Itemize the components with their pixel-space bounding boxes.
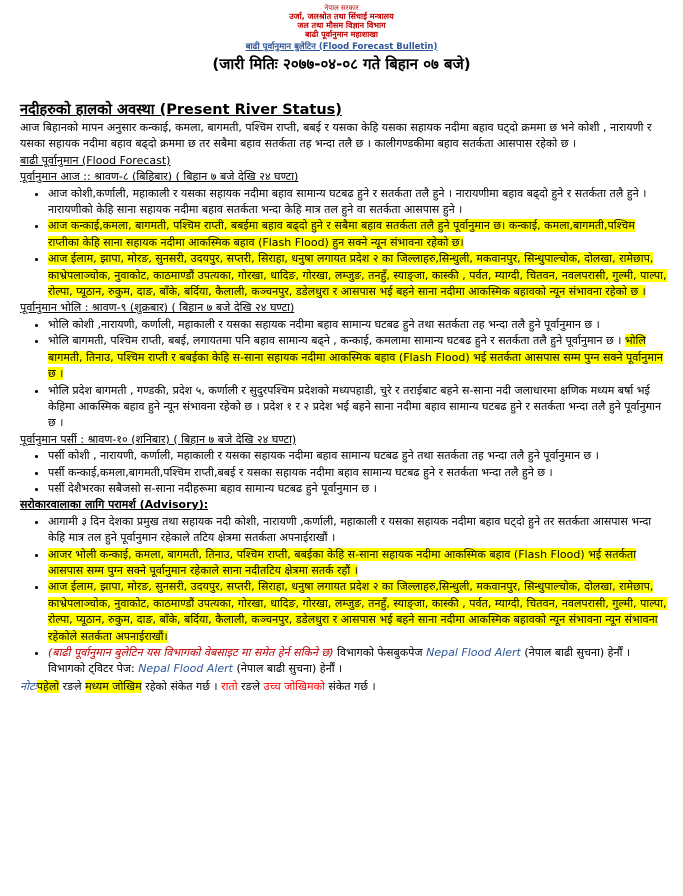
highlighted-text: आज कन्काई,कमला, बागमती, पश्चिम राप्ती, बबईमा बहाव बढ्दो हुने र सबैमा बहाव सतर्कता तलै हुने पूर्वानुमान छ। कन्काई, कमला,बागमती,पश्चिम राप्तीका केहि साना सहायक नदीमा आकस्मिक बहाव (Flash Flood) हुन सक्ने न्यून संभावना रहेको छ।: [48, 219, 635, 249]
advisory-list: [20, 514, 669, 678]
list-text: भोलि बागमती, पश्चिम राप्ती, बबई, लगायतमा पनि बहाव सामान्य बढ्ने , कन्काई, कमलामा सामान्य घटबढ हुने र सतर्कता तलै हुने पूर्वानुमान छ ।: [48, 334, 622, 348]
note-label: नोटः: [20, 679, 37, 693]
yellow-label: पहेलो: [36, 679, 60, 693]
division-name: बाढी पूर्वानुमान महाशाखा: [305, 30, 378, 40]
notice-end: (नेपाल बाढी सुचना) हेर्नौं ।: [232, 662, 343, 676]
facebook-page-link[interactable]: Nepal Flood Alert: [426, 646, 521, 659]
list-item: [48, 251, 669, 300]
forecast-dayafter-list: [20, 448, 669, 497]
forecast-today-list: [20, 186, 669, 301]
high-risk-label: उच्च जोखिमको: [263, 679, 325, 693]
facebook-text: विभागको फेसबुकपेज: [333, 646, 427, 659]
highlighted-text: आज ईलाम, झापा, मोरङ, सुनसरी, उदयपुर, सप्तरी, सिराहा, धनुषा लगायत प्रदेश २ का जिल्लाहरु,सिन्धुली, मकवानपुर, सिन्धुपाल्चोक, दोलखा, रामेछाप, काभ्रेपलाञ्चोक, नुवाकोट, काठमाण्डौं उपत्यका, गोरखा, धादिङ, गोरखा, लम्जुङ, तनहुँ, स्याङ्जा, कास्की , पर्वत, म्याग्दी, चितवन, नवलपरासी, गुल्मी, पाल्पा, रोल्पा, प्यूठान, रुकुम, दाङ, बाँके, बर्दिया, कैलाली, कञ्चनपुर, डडेलधुरा र आसपास भई बहने साना नदीमा आकस्मिक बहावको न्यून संभावना न्यून संभावना रहेकोले सतर्कता अपनाईराखौं।: [48, 580, 667, 643]
list-item: [48, 645, 669, 678]
bulletin-body: [20, 100, 669, 695]
forecast-dayafter-label: पूर्वानुमान पर्सी : श्रावण-१० (शनिबार) ( बिहान ७ बजे देखि २४ घण्टा): [20, 432, 297, 446]
list-item: • भोलि प्रदेश बागमती , गण्डकी, प्रदेश ५, कर्णाली र सुदुरपश्चिम प्रदेशको मध्यपहाडी, चुरे र तराईबाट बहने स-साना नदी जलाधारमा क्षणिक मध्यम बर्षा भई केहिमा आकस्मिक बहाव हुने न्यून संभावना रहेको छ । प्रदेश १ र २ प्रदेश भई बहने साना नदीमा बहाव सामान्य घटबढ हुने र सतर्कता भन्दा तलै हुने पूर्वानुमान छ ।: [48, 383, 669, 432]
bulletin-title: बाढी पूर्वानुमान बुलेटिन (Flood Forecast Bulletin): [245, 41, 438, 52]
issued-date: (जारी मितिः २०७७-०४-०८ गते बिहान ०७ बजे): [212, 55, 471, 74]
twitter-page-link[interactable]: Nepal Flood Alert: [138, 662, 233, 676]
list-item: • पर्सी कोशी , नारायणी, कर्णाली, महाकाली र यसका सहायक नदीमा बहाव सामान्य घटबढ हुने तथा सतर्कता तह भन्दा तलै हुने पूर्वानुमान छ ।: [48, 448, 669, 464]
gov-name: नेपाल सरकार: [324, 4, 359, 12]
list-item: • भोलि कोशी ,नारायणी, कर्णाली, महाकाली र यसका सहायक नदीमा बहाव सामान्य घटबढ हुने तथा सतर्कता तह भन्दा तलै हुने पूर्वानुमान छ ।: [48, 317, 669, 333]
list-item: • आगामी ३ दिन देशका प्रमुख तथा सहायक नदी कोशी, नारायणी ,कर्णाली, महाकाली र यसका सहायक नदीमा बहाव घट्दो हुने तर सतर्कता आसपास भन्दा केहि मात्र तल हुने पूर्वानुमान रहेकाले तटिय क्षेत्रमा सतर्कता अपनाईराखौं ।: [48, 514, 669, 547]
note-text: रहेको संकेत गर्छ ।: [141, 679, 222, 693]
ministry-name: उर्जा, जलश्रोत तथा सिंचाई मन्त्रालय: [289, 12, 394, 22]
legend-note: [20, 679, 669, 695]
twitter-text: (नेपाल बाढी सुचना) हेर्नौं । विभागको ट्विटर पेज:: [48, 646, 631, 676]
website-notice: (बाढी पूर्वानुमान बुलेटिन यस विभागको वेबसाइट मा समेत हेर्न सकिने छ): [48, 646, 334, 659]
advisory-heading: सरोकारवालाका लागि परामर्श (Advisory):: [20, 498, 209, 512]
department-name: जल तथा मौसम विज्ञान विभाग: [297, 21, 386, 31]
note-text: रङले: [237, 679, 264, 693]
list-item: • आज कोशी,कर्णाली, महाकाली र यसका सहायक नदीमा बहाव सामान्य घटबढ हुने र सतर्कता तलै हुने । नारायणीमा बहाव बढ्दो हुने र सतर्कता तलै हुने । नारायणीको केहि साना सहायक नदीमा बहाव सतर्कता भन्दा केहि मात्र तल हुने वा सतर्कता आसपास हुने ।: [48, 186, 669, 219]
bulletin-header: [0, 0, 683, 74]
list-item: [48, 333, 669, 382]
note-text: संकेत गर्छ ।: [324, 679, 376, 693]
medium-risk-label: मध्यम जोखिम: [85, 679, 142, 693]
list-item: [48, 547, 669, 580]
forecast-heading: बाढी पूर्वानुमान (Flood Forecast): [20, 153, 171, 167]
red-label: रातो: [221, 679, 238, 693]
river-status-text: आज बिहानको मापन अनुसार कन्काई, कमला, बागमती, पश्चिम राप्ती, बबई र यसका केहि यसका सहायक नदीमा बहाव घट्दो क्रममा छ भने कोशी , नारायणी र यसका सहायक नदीमा बहाव बढ्दो क्रममा छ तर सबैमा बहाव सतर्कता तह भन्दा तलै छ । कालीगण्डकीमा बहाव सतर्कता आसपास रहेको छ ।: [20, 121, 652, 151]
note-text: रङले: [59, 679, 86, 693]
forecast-tomorrow-label: पूर्वानुमान भोलि : श्रावण-९ (शुक्रबार) ( बिहान ७ बजे देखि २४ घण्टा): [20, 301, 295, 315]
river-status-heading: नदीहरुको हालको अवस्था (Present River Status): [20, 102, 342, 118]
list-item: • पर्सी कन्काई,कमला,बागमती,पश्चिम राप्ती,बबई र यसका सहायक नदीमा बहाव सामान्य घटबढ हुने र सतर्कता भन्दा तलै हुने छ ।: [48, 465, 669, 481]
highlighted-text: आज ईलाम, झापा, मोरङ, सुनसरी, उदयपुर, सप्तरी, सिराहा, धनुषा लगायत प्रदेश २ का जिल्लाहरु,सिन्धुली, मकवानपुर, सिन्धुपाल्चोक, दोलखा, रामेछाप, काभ्रेपलाञ्चोक, नुवाकोट, काठमाण्डौं उपत्यका, गोरखा, धादिङ, गोरखा, लम्जुङ, तनहुँ, स्याङ्जा, कास्की , पर्वत, म्याग्दी, चितवन, नवलपरासी, गुल्मी, पाल्पा, रोल्पा, प्यूठान, रुकुम, दाङ, बाँके, बर्दिया, कैलाली, कञ्चनपुर, डडेलधुरा र आसपास भई बहने साना नदीमा आकस्मिक बहावको न्यून संभावना रहेको छ ।: [48, 252, 667, 299]
list-item: [48, 579, 669, 645]
list-item: [48, 218, 669, 251]
list-item: • पर्सी देशैभरका सबैजसो स-साना नदीहरूमा बहाव सामान्य घटबढ हुने पूर्वानुमान छ ।: [48, 481, 669, 497]
highlighted-text: आजर भोली कन्काई, कमला, बागमती, तिनाउ, पश्चिम राप्ती, बबईका केहि स-साना सहायक नदीमा आकस्मिक बहाव (Flash Flood) भई सतर्कता आसपास सम्म पुग्न सक्ने पूर्वानुमान रहेकाले साना नदीतटिय क्षेत्रमा सतर्क रहौं ।: [48, 547, 637, 577]
forecast-today-label: पूर्वानुमान आज :: श्रावण-८ (बिहिबार) ( बिहान ७ बजे देखि २४ घण्टा): [20, 170, 299, 184]
highlighted-text: भोलि बागमती, तिनाउ, पश्चिम राप्ती र बबईका केहि स-साना सहायक नदीमा आकस्मिक बहाव (Flash Flood) भई सतर्कता आसपास सम्म पुग्न सक्ने पूर्वानुमान छ ।: [48, 334, 663, 381]
forecast-tomorrow-list: [20, 317, 669, 432]
